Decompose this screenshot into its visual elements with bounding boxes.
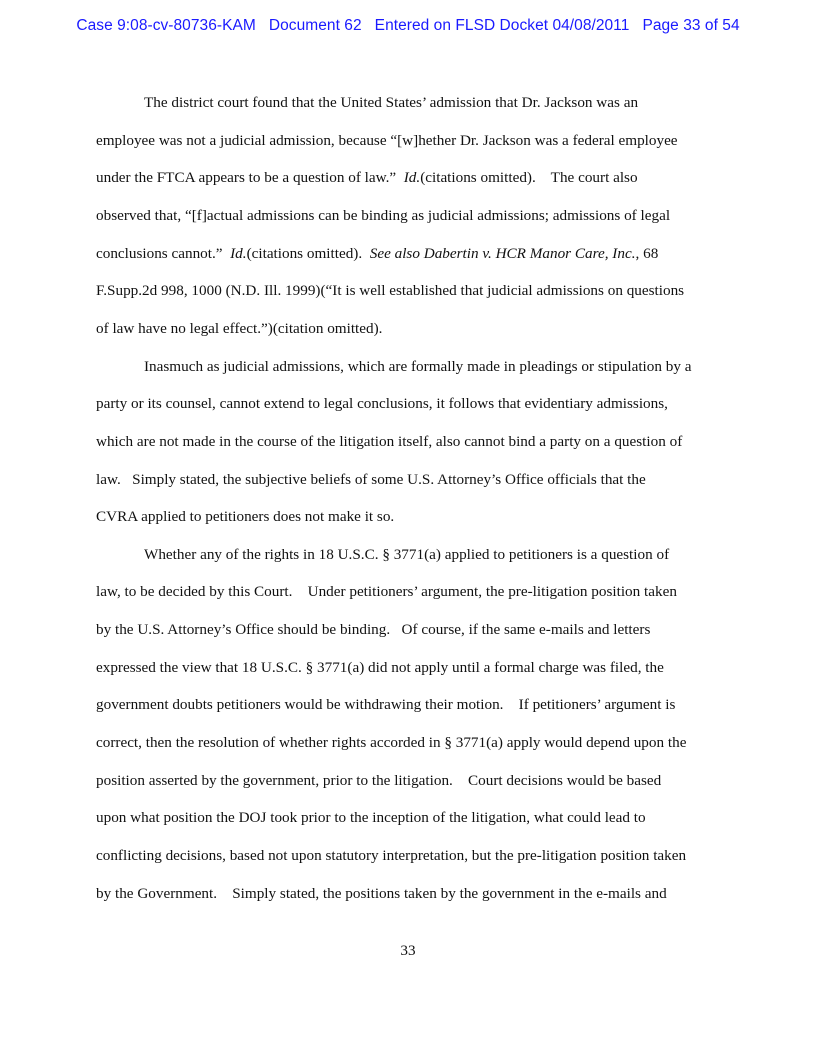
text-run: law. Simply stated, the subjective beliefs of some U.S. Attorney’s Office officials that the bbox=[96, 470, 646, 488]
text-line bbox=[96, 245, 658, 263]
text-line bbox=[96, 132, 678, 150]
text-line bbox=[96, 847, 686, 865]
docket-header: Case 9:08-cv-80736-KAM Document 62 Entered on FLSD Docket 04/08/2011 Page 33 of 54 bbox=[76, 17, 740, 34]
text-line bbox=[96, 282, 684, 300]
text-run: by the U.S. Attorney’s Office should be binding. Of course, if the same e-mails and letters bbox=[96, 621, 651, 639]
text-run: party or its counsel, cannot extend to legal conclusions, it follows that evidentiary admissions, bbox=[96, 395, 668, 413]
text-run: under the FTCA appears to be a question of law.” bbox=[96, 169, 404, 187]
text-run: F.Supp.2d 998, 1000 (N.D. Ill. 1999)(“It is well established that judicial admissions on questions bbox=[96, 282, 685, 300]
text-line bbox=[96, 471, 646, 489]
text-line bbox=[96, 621, 650, 639]
text-run: expressed the view that 18 U.S.C. § 3771(a) did not apply until a formal charge was filed, the bbox=[96, 658, 664, 676]
text-run: government doubts petitioners would be withdrawing their motion. If petitioners’ argument is bbox=[96, 696, 676, 714]
text-line bbox=[96, 433, 682, 451]
text-line bbox=[96, 734, 686, 752]
text-run: conflicting decisions, based not upon statutory interpretation, but the pre-litigation position taken bbox=[96, 847, 687, 864]
text-run: , 68 bbox=[635, 244, 659, 262]
italic-citation: Id. bbox=[230, 244, 247, 262]
text-run: position asserted by the government, prior to the litigation. Court decisions would be based bbox=[96, 771, 662, 789]
italic-citation: Id. bbox=[403, 169, 421, 187]
text-line bbox=[96, 696, 675, 714]
text-run: correct, then the resolution of whether rights accorded in § 3771(a) apply would depend upon the bbox=[96, 734, 687, 752]
text-run: law, to be decided by this Court. Under petitioners’ argument, the pre-litigation position taken bbox=[96, 583, 677, 601]
text-line bbox=[96, 772, 661, 790]
text-line bbox=[96, 583, 677, 601]
text-line bbox=[96, 395, 668, 413]
page-number: 33 bbox=[400, 942, 416, 959]
text-line bbox=[96, 659, 664, 677]
text-run: Whether any of the rights in 18 U.S.C. § 3771(a) applied to petitioners is a question of bbox=[144, 545, 670, 563]
text-run: conclusions cannot.” bbox=[96, 244, 231, 262]
text-line bbox=[96, 207, 670, 225]
text-line bbox=[144, 94, 638, 112]
text-line bbox=[144, 546, 669, 564]
text-line bbox=[144, 358, 691, 376]
text-run: CVRA applied to petitioners does not make it so. bbox=[96, 508, 395, 526]
text-line bbox=[96, 508, 394, 526]
italic-citation: See also Dabertin v. HCR Manor Care, Inc. bbox=[369, 244, 636, 262]
text-run: of law have no legal effect.”)(citation omitted). bbox=[96, 319, 383, 337]
text-run: upon what position the DOJ took prior to the inception of the litigation, what could lead to bbox=[96, 809, 646, 827]
text-run: by the Government. Simply stated, the positions taken by the government in the e-mails and bbox=[96, 884, 667, 902]
text-run: (citations omitted). The court also bbox=[420, 169, 638, 187]
text-run: observed that, “[f]actual admissions can be binding as judicial admissions; admissions of legal bbox=[96, 206, 671, 224]
text-run: Inasmuch as judicial admissions, which are formally made in pleadings or stipulation by a bbox=[144, 357, 692, 375]
text-run: which are not made in the course of the litigation itself, also cannot bind a party on a question of bbox=[96, 432, 683, 450]
text-line bbox=[96, 169, 638, 187]
text-run: employee was not a judicial admission, because “[w]hether Dr. Jackson was a federal employee bbox=[96, 131, 678, 149]
text-line bbox=[96, 320, 382, 338]
text-line bbox=[96, 809, 646, 827]
text-line bbox=[96, 885, 667, 903]
text-run: (citations omitted). bbox=[246, 244, 370, 262]
text-run: The district court found that the United States’ admission that Dr. Jackson was an bbox=[144, 94, 639, 111]
